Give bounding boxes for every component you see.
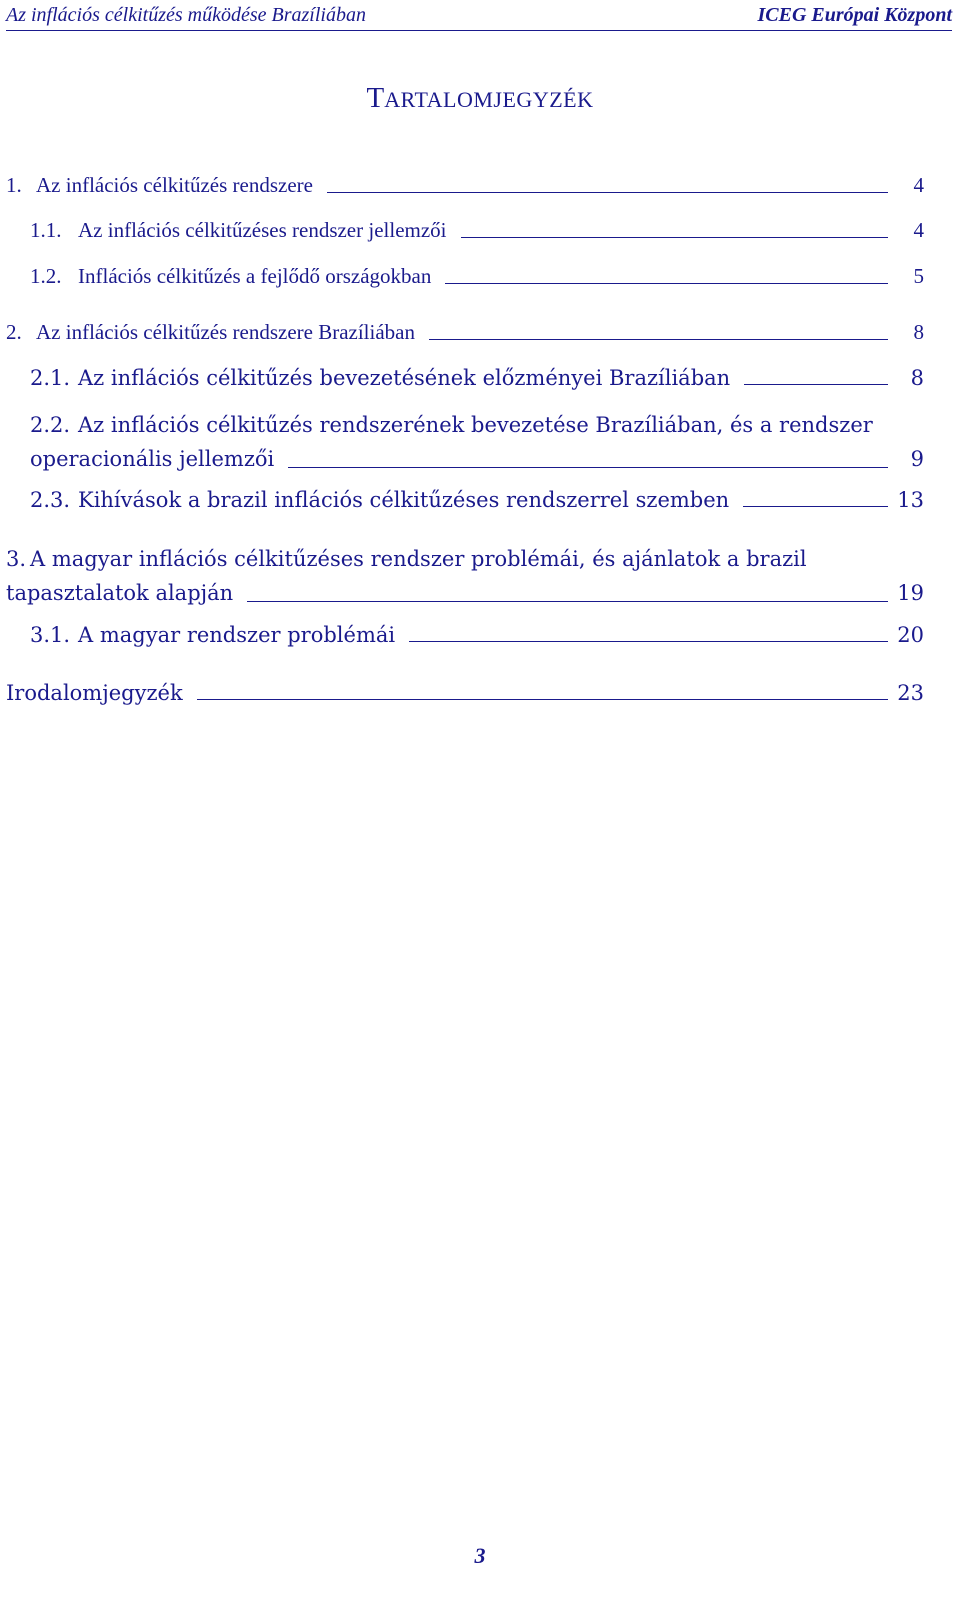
toc-entry[interactable]: 2. Az inflációs célkitűzés rendszere Brazíliában 8: [6, 320, 924, 344]
toc-leader: [429, 339, 888, 340]
header-organization: ICEG Európai Központ: [757, 4, 952, 26]
toc-entry[interactable]: Irodalomjegyzék 23: [6, 681, 924, 705]
toc-page-number: 20: [897, 623, 924, 647]
toc-leader: [247, 601, 888, 602]
toc-entry[interactable]: 2.3. Kihívások a brazil inflációs célkitűzéses rendszerrel szemben 13: [30, 488, 924, 512]
toc-leader: [409, 641, 888, 642]
toc-page-number: 4: [913, 218, 924, 242]
toc-leader: [327, 192, 888, 193]
toc-entry[interactable]: 1.2. Inflációs célkitűzés a fejlődő országokban 5: [30, 264, 924, 288]
page-number: 3: [474, 1543, 486, 1568]
toc-title: TARTALOMJEGYZÉK: [366, 82, 594, 114]
toc-page-number: 8: [910, 366, 924, 390]
toc-page-number: 23: [897, 681, 924, 705]
toc-leader: [461, 237, 888, 238]
toc-leader: [197, 699, 888, 700]
header-document-title: Az inflációs célkitűzés működése Brazíliában: [6, 4, 366, 26]
toc-entry[interactable]: 2.1. Az inflációs célkitűzés bevezetésének előzményei Brazíliában 8: [30, 366, 924, 390]
toc-entry[interactable]: 1.1. Az inflációs célkitűzéses rendszer jellemzői 4: [30, 218, 924, 242]
toc-leader: [288, 467, 888, 468]
toc-leader: [743, 506, 888, 507]
page-header: [6, 4, 952, 31]
toc-page-number: 8: [913, 320, 924, 344]
toc-leader: [744, 384, 888, 385]
toc-page-number: 19: [897, 581, 924, 605]
toc-page-number: 5: [913, 264, 924, 288]
toc-entry[interactable]: 3.1. A magyar rendszer problémái 20: [30, 623, 924, 647]
toc-entry[interactable]: 2.2. Az inflációs célkitűzés rendszerének bevezetése Brazíliában, és a rendszer operacionális jellemzői 9: [30, 408, 924, 476]
toc-page-number: 4: [913, 173, 924, 197]
toc-page-number: 9: [910, 447, 924, 471]
toc-leader: [445, 283, 888, 284]
toc-entry[interactable]: 1. Az inflációs célkitűzés rendszere 4: [6, 173, 924, 197]
toc-page-number: 13: [897, 488, 924, 512]
toc-entry[interactable]: 3. A magyar inflációs célkitűzéses rendszer problémái, és ajánlatok a brazil tapasztalatok alapján 19: [6, 542, 924, 610]
